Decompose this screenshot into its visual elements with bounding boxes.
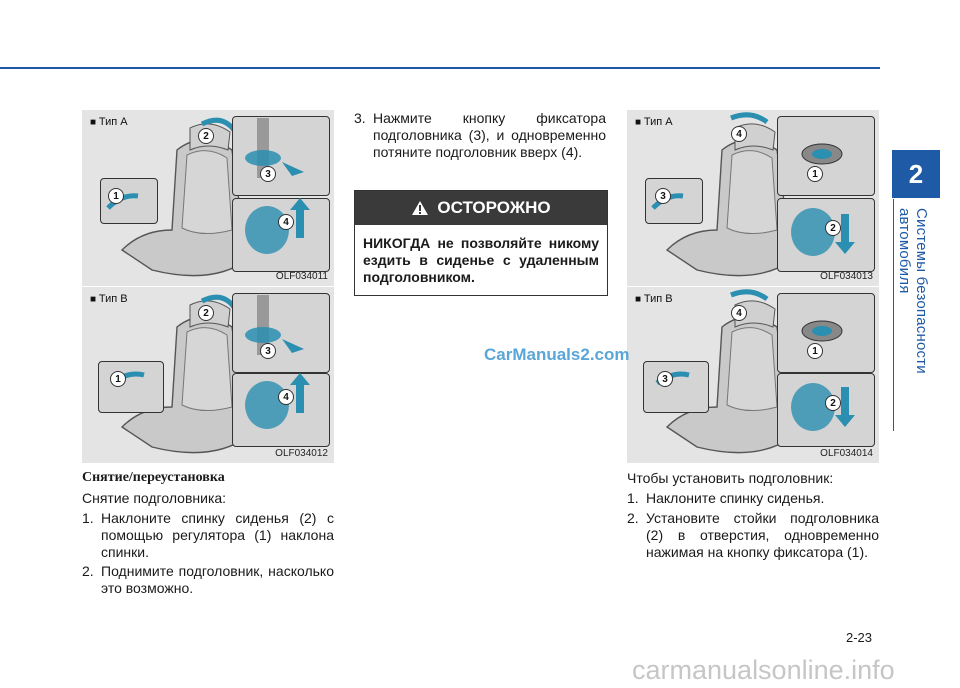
- callout-4: 4: [278, 389, 294, 405]
- callout-4: 4: [731, 126, 747, 142]
- section-heading: Снятие/переустановка: [82, 470, 225, 485]
- step-text: Наклоните спинку сиденья (2) с помощью регулятора (1) наклона спинки.: [101, 510, 334, 560]
- removal-step-3: [354, 110, 606, 161]
- warning-header: [355, 191, 607, 225]
- step-number: 2.: [627, 510, 639, 526]
- callout-2: 2: [198, 128, 214, 144]
- chapter-side-rule: [893, 199, 894, 431]
- figure-code: OLF034014: [820, 448, 873, 459]
- callout-3: 3: [260, 343, 276, 359]
- callout-4: 4: [278, 214, 294, 230]
- step-number: 2.: [82, 563, 94, 579]
- callout-2: 2: [825, 395, 841, 411]
- callout-3: 3: [657, 371, 673, 387]
- warning-triangle-icon: [411, 200, 429, 216]
- figure-panel-3: [627, 110, 879, 286]
- install-intro: Чтобы установить подголовник:: [627, 470, 834, 486]
- figure-type-label: ■ Тип A: [90, 116, 128, 128]
- step-text: Наклоните спинку сиденья.: [646, 490, 825, 506]
- step-number: 3.: [354, 110, 366, 126]
- callout-1: 1: [807, 166, 823, 182]
- chapter-title: Системы безопасности автомобиля: [896, 208, 930, 374]
- step-text: Нажмите кнопку фиксатора подголовника (3), и одновременно потяните подголовник вверх (4).: [373, 110, 606, 160]
- warning-text: НИКОГДА не позволяйте никому ездить в сиденье с удаленным подголовником.: [363, 235, 599, 285]
- watermark-link[interactable]: CarManuals2.com: [484, 345, 630, 364]
- figure-type-label: ■ Тип B: [635, 293, 673, 305]
- footer-watermark[interactable]: carmanualsonline.info: [632, 655, 895, 685]
- header-rule: [0, 67, 880, 69]
- figure-panel-1: [82, 110, 334, 286]
- callout-2: 2: [825, 220, 841, 236]
- figure-panel-4: [627, 287, 879, 463]
- callout-1: 1: [807, 343, 823, 359]
- install-step-2: [627, 510, 879, 561]
- figure-code: OLF034012: [275, 448, 328, 459]
- callout-2: 2: [198, 305, 214, 321]
- removal-intro: Снятие подголовника:: [82, 490, 227, 506]
- removal-step-1: [82, 510, 334, 561]
- step-text: Установите стойки подголовника (2) в отверстия, одновременно нажимая на кнопку фиксатора (1).: [646, 510, 879, 560]
- warning-box: [354, 190, 608, 296]
- warning-title: ОСТОРОЖНО: [437, 198, 551, 217]
- callout-4: 4: [731, 305, 747, 321]
- callout-1: 1: [108, 188, 124, 204]
- chapter-number-tab: 2: [892, 150, 940, 198]
- step-text: Поднимите подголовник, насколько это возможно.: [101, 563, 334, 596]
- step-number: 1.: [82, 510, 94, 526]
- figure-type-label: ■ Тип A: [635, 116, 673, 128]
- figure-code: OLF034011: [275, 271, 328, 282]
- callout-1: 1: [110, 371, 126, 387]
- callout-3: 3: [655, 188, 671, 204]
- page-number: 2-23: [846, 630, 873, 645]
- figure-code: OLF034013: [820, 271, 873, 282]
- figure-type-label: ■ Тип B: [90, 293, 128, 305]
- step-number: 1.: [627, 490, 639, 506]
- removal-step-2: [82, 563, 334, 597]
- install-step-1: [627, 490, 879, 507]
- figure-panel-2: [82, 287, 334, 463]
- callout-3: 3: [260, 166, 276, 182]
